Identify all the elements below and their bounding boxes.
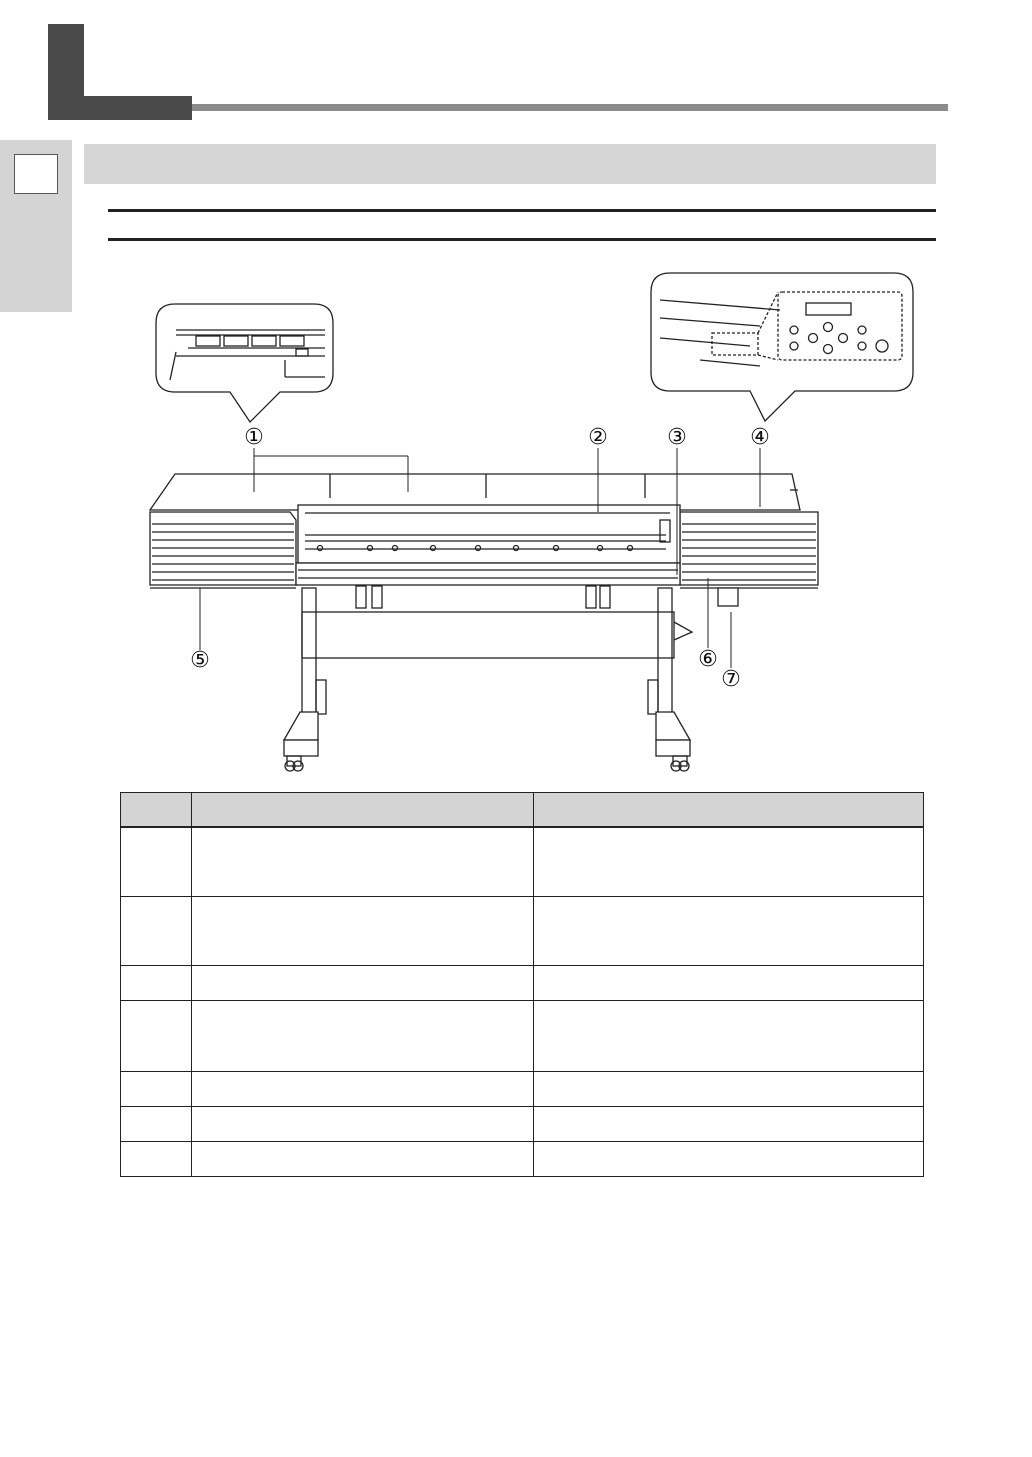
chapter-marker-foot	[48, 96, 192, 120]
table-row	[121, 1141, 924, 1176]
cell-no	[121, 827, 192, 896]
table-row	[121, 1106, 924, 1141]
column-header-name	[192, 793, 534, 828]
cell-name	[192, 827, 534, 896]
callout-2: ②	[588, 425, 608, 450]
table-row	[121, 965, 924, 1000]
printer-body	[150, 474, 818, 658]
column-header-function	[534, 793, 924, 828]
header-rule	[192, 104, 948, 111]
cell-function	[534, 1071, 924, 1106]
cell-function	[534, 1106, 924, 1141]
cell-no	[121, 1071, 192, 1106]
cell-name	[192, 1141, 534, 1176]
printer-illustration	[0, 260, 1032, 780]
subsection-rule-bottom	[108, 238, 936, 241]
table-row	[121, 1071, 924, 1106]
parts-table	[120, 792, 924, 1177]
table-row	[121, 827, 924, 896]
cell-no	[121, 1106, 192, 1141]
side-chapter-tab-box	[14, 154, 58, 194]
cell-name	[192, 1071, 534, 1106]
table-header-row	[121, 793, 924, 828]
section-title-band	[84, 144, 936, 184]
cell-name	[192, 1000, 534, 1071]
table-row	[121, 896, 924, 965]
callout-1: ①	[244, 425, 264, 450]
cell-function	[534, 965, 924, 1000]
cell-no	[121, 1141, 192, 1176]
table-row	[121, 1000, 924, 1071]
subsection-rule-top	[108, 209, 936, 212]
cell-no	[121, 896, 192, 965]
detail-bubble-right	[651, 273, 913, 421]
callout-7: ⑦	[721, 667, 741, 692]
callout-3: ③	[667, 425, 687, 450]
cell-function	[534, 1000, 924, 1071]
cell-no	[121, 1000, 192, 1071]
cell-function	[534, 896, 924, 965]
detail-bubble-left	[156, 304, 333, 422]
callout-4: ④	[750, 425, 770, 450]
cell-function	[534, 827, 924, 896]
cell-no	[121, 965, 192, 1000]
cell-name	[192, 896, 534, 965]
cell-name	[192, 965, 534, 1000]
column-header-no	[121, 793, 192, 828]
cell-name	[192, 1106, 534, 1141]
callout-5: ⑤	[190, 648, 210, 673]
callout-6: ⑥	[698, 647, 718, 672]
cell-function	[534, 1141, 924, 1176]
